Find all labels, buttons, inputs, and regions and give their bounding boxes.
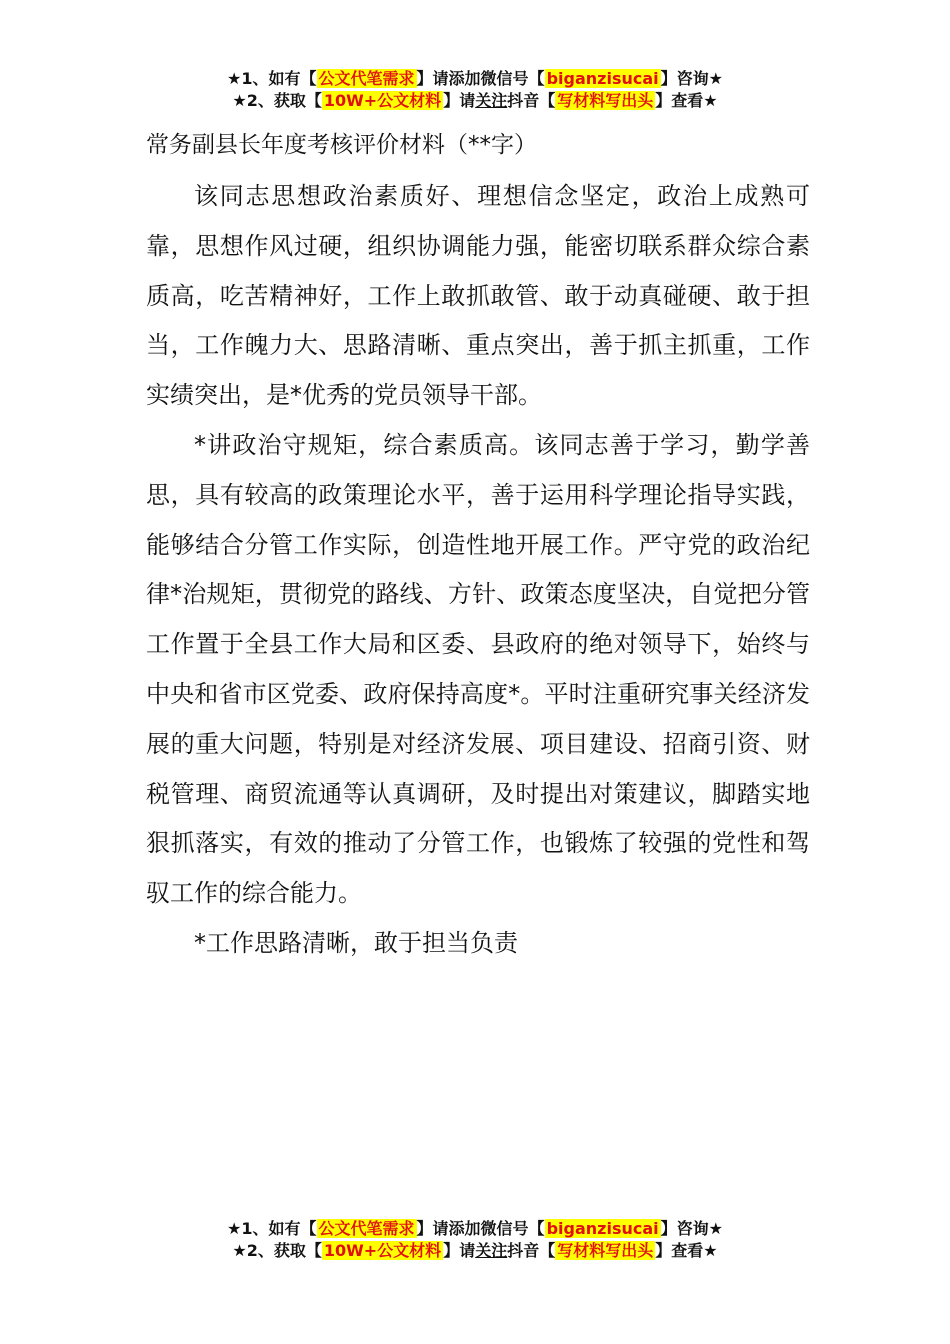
banner-highlight: biganzisucai	[546, 69, 659, 88]
banner-text: ★1、如有【	[227, 69, 317, 88]
banner-emphasis: 关注	[475, 91, 508, 110]
paragraph: *讲政治守规矩，综合素质高。该同志善于学习，勤学善思，具有较高的政策理论水平，善于运用科学理论指导实践，能够结合分管工作实际，创造性地开展工作。严守党的政治纪律*治规矩，贯彻党的路线、方针、政策态度坚决，自觉把分管工作置于全县工作大局和区委、县政府的绝对领导下，始终与中央和省市区党委、政府保持高度*。平时注重研究事关经济发展的重大问题，特别是对经济发展、项目建设、招商引资、财税管理、商贸流通等认真调研，及时提出对策建议，脚踏实地狠抓落实，有效的推动了分管工作，也锻炼了较强的党性和驾驭工作的综合能力。	[146, 430, 810, 908]
banner-emphasis: 添加	[448, 1219, 481, 1238]
paragraph: *工作思路清晰，敢于担当负责	[194, 928, 518, 957]
banner-text: 】查看★	[655, 91, 718, 110]
banner-text: 抖音【	[507, 1241, 556, 1260]
banner-highlight: 写材料写出头	[557, 91, 654, 110]
banner-line-2	[0, 90, 950, 112]
banner-highlight: 公文代笔需求	[318, 69, 415, 88]
banner-text: 】咨询★	[660, 1219, 723, 1238]
banner-text: 微信号【	[480, 1219, 545, 1238]
banner-emphasis: 关注	[475, 1241, 508, 1260]
document-title: 常务副县长年度考核评价材料（**字）	[146, 132, 537, 158]
banner-text: 】请	[443, 1241, 476, 1260]
banner-text: 】请	[416, 69, 449, 88]
document-body	[146, 128, 810, 969]
banner-line-1	[0, 1218, 950, 1240]
banner-highlight: 10W+公文材料	[323, 91, 442, 110]
banner-highlight: 10W+公文材料	[323, 1241, 442, 1260]
banner-text: 微信号【	[480, 69, 545, 88]
footer-banner	[0, 1218, 950, 1262]
banner-text: ★2、获取【	[232, 91, 322, 110]
banner-line-1	[0, 68, 950, 90]
banner-emphasis: 添加	[448, 69, 481, 88]
banner-text: 抖音【	[507, 91, 556, 110]
banner-text: 】请	[443, 91, 476, 110]
banner-highlight: biganzisucai	[546, 1219, 659, 1238]
banner-highlight: 公文代笔需求	[318, 1219, 415, 1238]
banner-highlight: 写材料写出头	[557, 1241, 654, 1260]
header-banner	[0, 68, 950, 112]
banner-text: 】查看★	[655, 1241, 718, 1260]
banner-text: 】咨询★	[660, 69, 723, 88]
banner-text: ★1、如有【	[227, 1219, 317, 1238]
banner-text: 】请	[416, 1219, 449, 1238]
banner-text: ★2、获取【	[232, 1241, 322, 1260]
banner-line-2	[0, 1240, 950, 1262]
paragraph: 该同志思想政治素质好、理想信念坚定，政治上成熟可靠，思想作风过硬，组织协调能力强，能密切联系群众综合素质高，吃苦精神好，工作上敢抓敢管、敢于动真碰硬、敢于担当，工作魄力大、思路清晰、重点突出，善于抓主抓重，工作实绩突出，是*优秀的党员领导干部。	[146, 182, 810, 410]
